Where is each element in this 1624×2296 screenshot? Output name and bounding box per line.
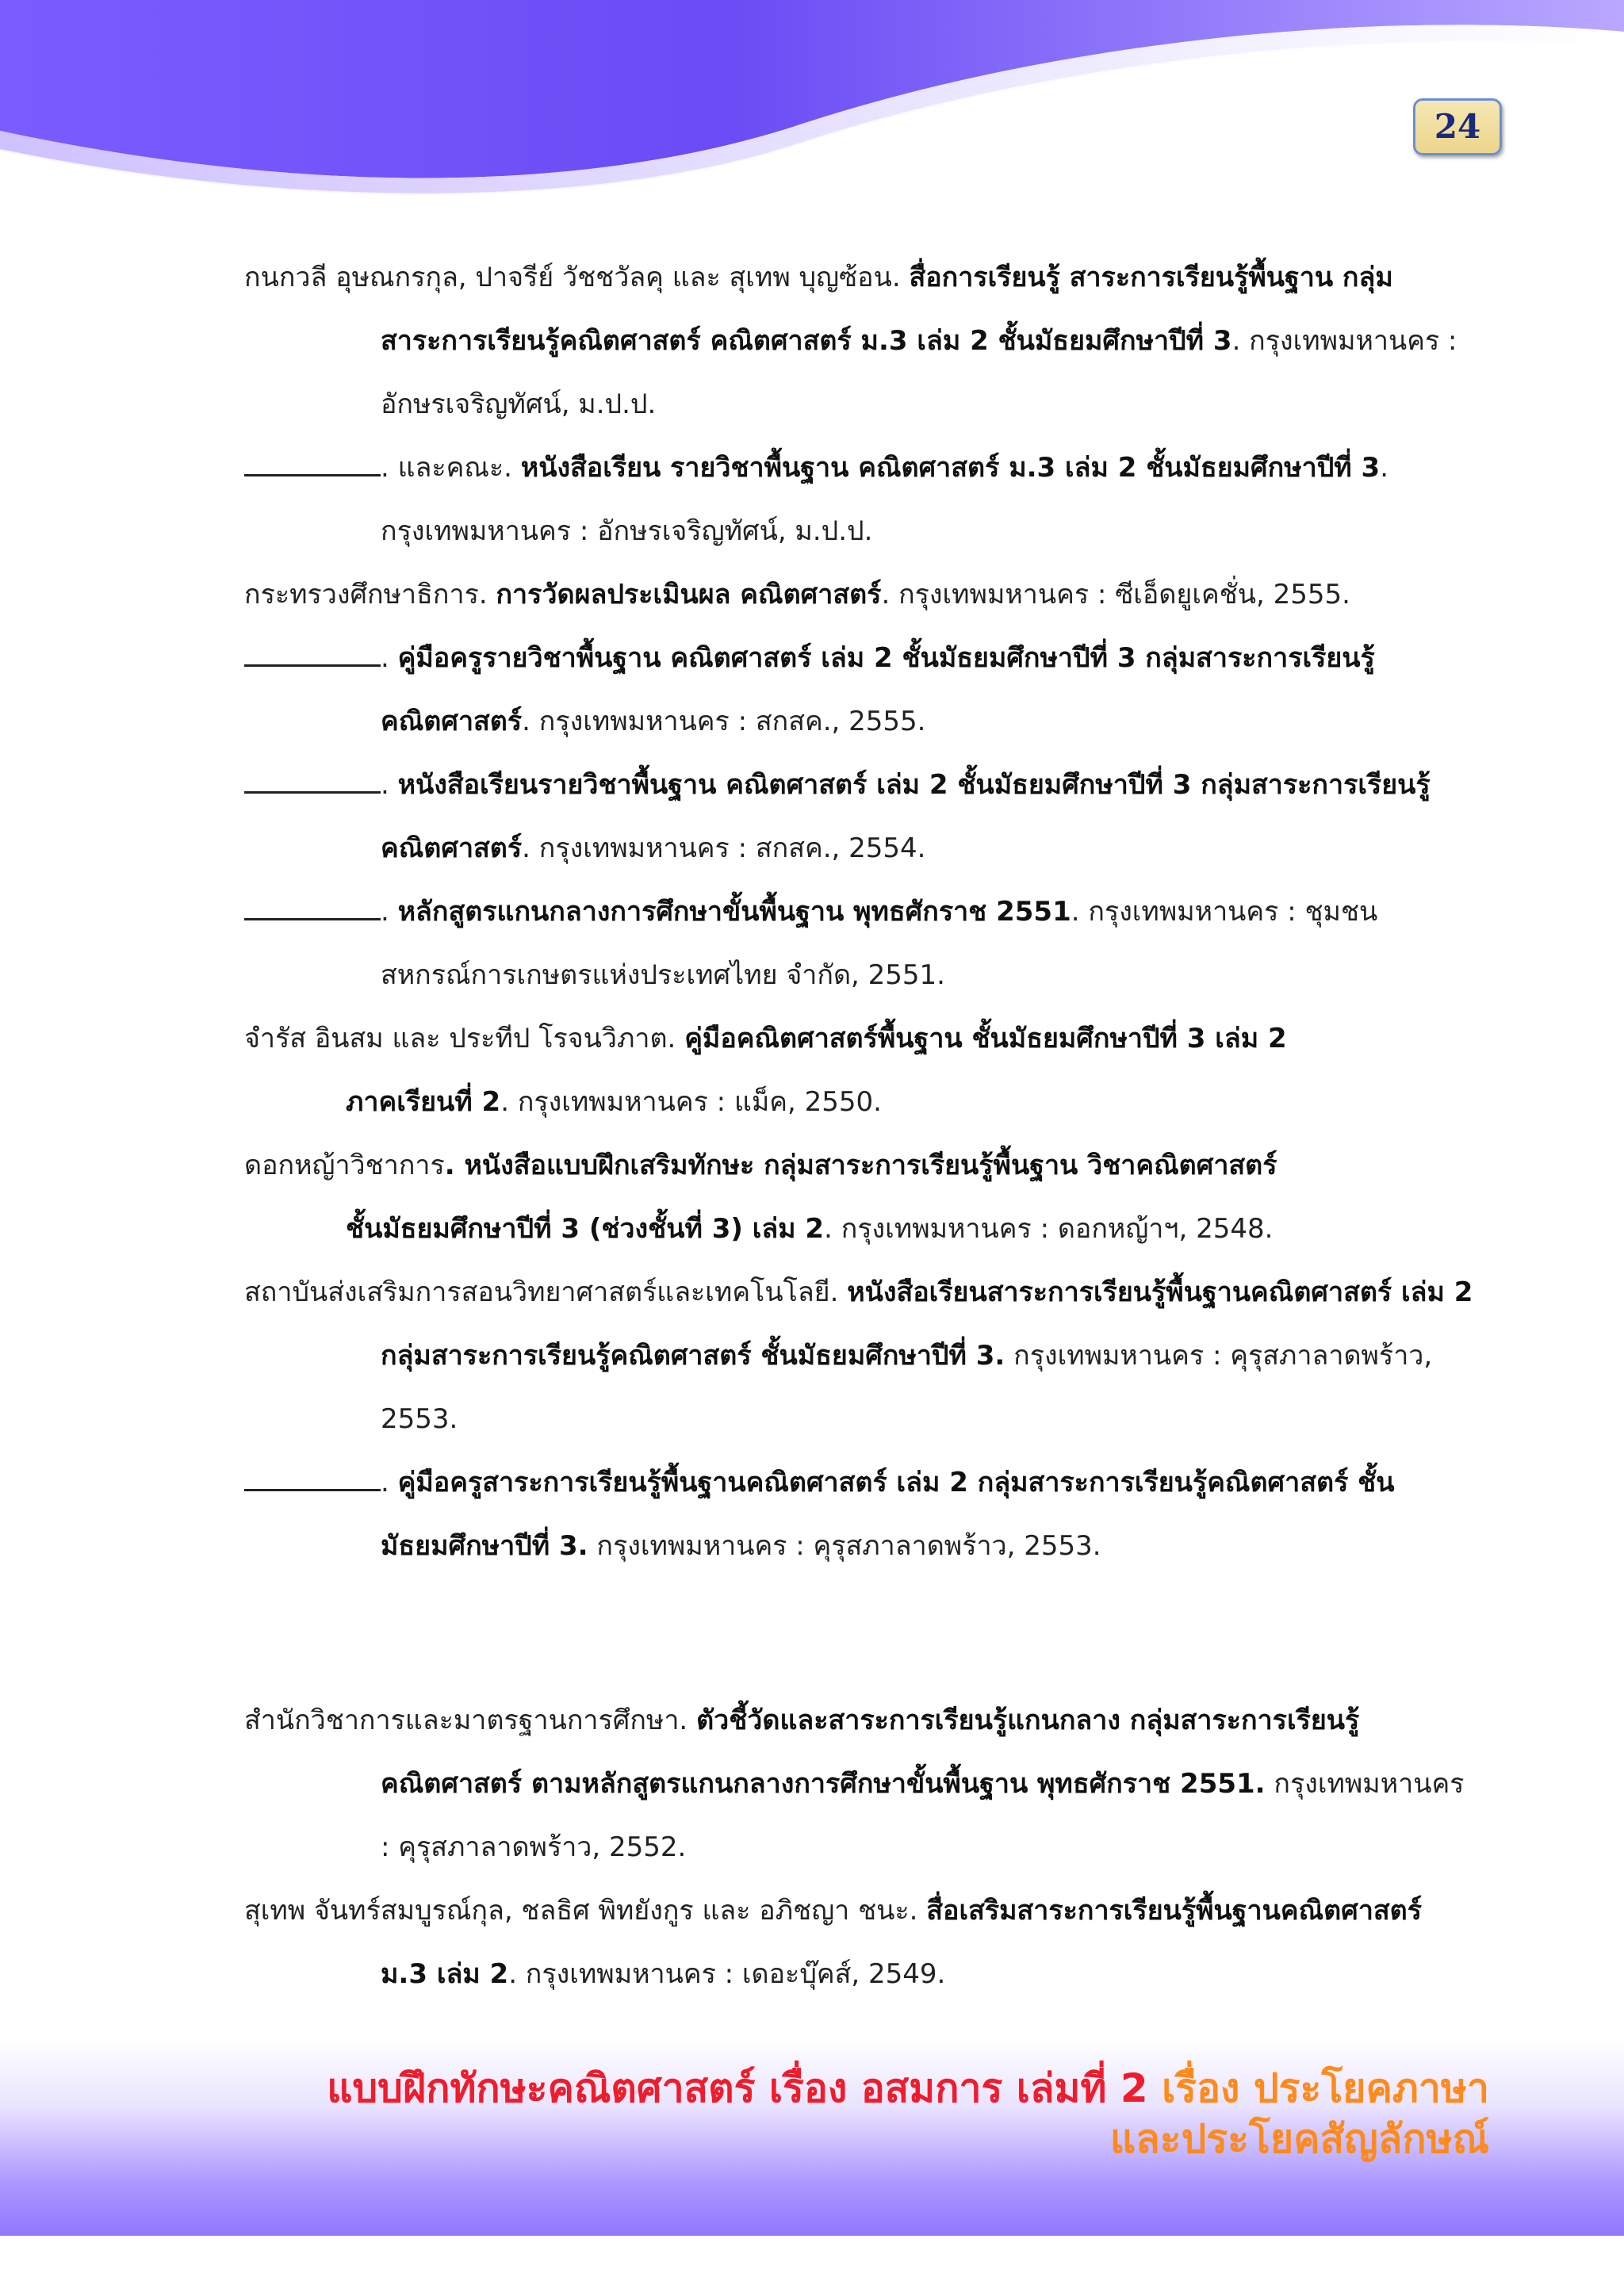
reference-line	[244, 563, 1481, 626]
reference-bold-text: หนังสือเรียนรายวิชาพื้นฐาน คณิตศาสตร์ เล่ม 2 ชั้นมัธยมศึกษาปีที่ 3 กลุ่มสาระการเรียนรู้	[397, 769, 1431, 801]
reference-line	[244, 1451, 1481, 1514]
reference-line	[244, 499, 1481, 563]
reference-bold-text: สื่อการเรียนรู้ สาระการเรียนรู้พื้นฐาน กลุ่ม	[909, 262, 1393, 293]
reference-normal-text: สุเทพ จันทร์สมบูรณ์กุล, ชลธิศ พิทยังกูร และ อภิชญา ชนะ.	[244, 1895, 927, 1927]
repeated-author-rule	[244, 450, 381, 476]
reference-bold-text: คู่มือครูรายวิชาพื้นฐาน คณิตศาสตร์ เล่ม 2 ชั้นมัธยมศึกษาปีที่ 3 กลุ่มสาระการเรียนรู้	[397, 642, 1375, 674]
reference-line	[244, 1752, 1481, 1816]
reference-normal-text: จำรัส อินสม และ ประทีป โรจนวิภาต.	[244, 1023, 685, 1054]
reference-bold-text: ชั้นมัธยมศึกษาปีที่ 3 (ช่วงชั้นที่ 3) เล่ม 2	[346, 1213, 825, 1245]
reference-entry	[244, 1261, 1481, 1451]
reference-normal-text: สำนักวิชาการและมาตรฐานการศึกษา.	[244, 1705, 697, 1736]
reference-tail-text: . กรุงเทพมหานคร : ซีเอ็ดยูเคชั่น, 2555.	[881, 579, 1350, 610]
reference-normal-text: .	[381, 642, 398, 674]
reference-entry	[244, 753, 1481, 880]
reference-line	[244, 1942, 1481, 2006]
reference-bold-text: . หนังสือแบบฝึกเสริมทักษะ กลุ่มสาระการเรียนรู้พื้นฐาน วิชาคณิตศาสตร์	[444, 1150, 1277, 1181]
reference-normal-text: 2553.	[381, 1403, 458, 1435]
reference-entry	[244, 880, 1481, 1007]
reference-bold-text: คณิตศาสตร์	[381, 706, 523, 737]
reference-line	[244, 1070, 1481, 1134]
footer-title	[327, 2063, 1489, 2164]
reference-line	[244, 1387, 1481, 1451]
reference-normal-text: อักษรเจริญทัศน์, ม.ป.ป.	[381, 388, 657, 420]
reference-normal-text: .	[381, 769, 398, 801]
reference-tail-text: . กรุงเทพมหานคร : ชุมชน	[1071, 896, 1378, 928]
reference-tail-text: .	[1380, 452, 1389, 484]
reference-line	[244, 943, 1481, 1007]
reference-normal-text: ดอกหญ้าวิชาการ	[244, 1150, 445, 1181]
reference-line	[244, 1514, 1481, 1578]
reference-tail-text: . กรุงเทพมหานคร : สกสค., 2555.	[522, 706, 926, 737]
reference-bold-text: หนังสือเรียนสาระการเรียนรู้พื้นฐานคณิตศาสตร์ เล่ม 2	[847, 1276, 1473, 1308]
reference-bold-text: คู่มือครูสาระการเรียนรู้พื้นฐานคณิตศาสตร์ เล่ม 2 กลุ่มสาระการเรียนรู้คณิตศาสตร์ ชั้น	[397, 1467, 1395, 1498]
reference-tail-text: กรุงเทพมหานคร : คุรุสภาลาดพร้าว,	[1005, 1340, 1433, 1372]
reference-bold-text: ม.3 เล่ม 2	[381, 1958, 509, 1990]
reference-bold-text: คณิตศาสตร์ ตามหลักสูตรแกนกลางการศึกษาขั้นพื้นฐาน พุทธศักราช 2551.	[381, 1768, 1266, 1800]
header-wave-banner	[0, 0, 1624, 222]
reference-tail-text: . กรุงเทพมหานคร : สกสค., 2554.	[522, 832, 926, 864]
reference-line	[244, 1879, 1481, 1942]
reference-tail-text: . กรุงเทพมหานคร : แม็ค, 2550.	[500, 1086, 882, 1118]
reference-bold-text: ตัวชี้วัดและสาระการเรียนรู้แกนกลาง กลุ่มสาระการเรียนรู้	[696, 1705, 1360, 1736]
reference-bold-text: การวัดผลประเมินผล คณิตศาสตร์	[496, 579, 882, 610]
reference-entry	[244, 563, 1481, 626]
footer-title-part-2: เรื่อง ประโยคภาษา	[1162, 2065, 1489, 2111]
reference-normal-text: กรุงเทพมหานคร : อักษรเจริญทัศน์, ม.ป.ป.	[381, 515, 873, 547]
reference-tail-text: . กรุงเทพมหานคร :	[1231, 325, 1457, 357]
page-number-badge	[1413, 98, 1502, 155]
reference-line	[244, 309, 1481, 373]
reference-entry	[244, 1879, 1481, 2006]
reference-bold-text: หลักสูตรแกนกลางการศึกษาขั้นพื้นฐาน พุทธศักราช 2551	[397, 896, 1071, 928]
reference-normal-text: .	[381, 1467, 398, 1498]
footer-title-line-2: และประโยคสัญลักษณ์	[1109, 2116, 1489, 2162]
reference-bold-text: กลุ่มสาระการเรียนรู้คณิตศาสตร์ ชั้นมัธยมศึกษาปีที่ 3.	[381, 1340, 1005, 1372]
reference-tail-text: กรุงเทพมหานคร	[1265, 1768, 1465, 1800]
reference-normal-text: สถาบันส่งเสริมการสอนวิทยาศาสตร์และเทคโนโลยี.	[244, 1276, 848, 1308]
reference-line	[244, 817, 1481, 880]
reference-tail-text: . กรุงเทพมหานคร : เดอะบุ๊คส์, 2549.	[508, 1958, 946, 1990]
reference-normal-text: สหกรณ์การเกษตรแห่งประเทศไทย จำกัด, 2551.	[381, 959, 945, 991]
reference-normal-text: . และคณะ.	[381, 452, 521, 484]
reference-normal-text: .	[381, 896, 398, 928]
reference-bold-text: สาระการเรียนรู้คณิตศาสตร์ คณิตศาสตร์ ม.3 เล่ม 2 ชั้นมัธยมศึกษาปีที่ 3	[381, 325, 1232, 357]
reference-tail-text: กรุงเทพมหานคร : คุรุสภาลาดพร้าว, 2553.	[588, 1530, 1101, 1562]
bibliography-list	[244, 246, 1481, 2006]
reference-line	[244, 1197, 1481, 1261]
page-number: 24	[1434, 107, 1481, 146]
reference-bold-text: สื่อเสริมสาระการเรียนรู้พื้นฐานคณิตศาสตร์	[926, 1895, 1422, 1927]
reference-normal-text: : คุรุสภาลาดพร้าว, 2552.	[381, 1831, 687, 1863]
repeated-author-rule	[244, 641, 381, 667]
reference-bold-text: ภาคเรียนที่ 2	[346, 1086, 501, 1118]
reference-line	[244, 880, 1481, 943]
reference-tail-text: . กรุงเทพมหานคร : ดอกหญ้าฯ, 2548.	[824, 1213, 1274, 1245]
reference-bold-text: คู่มือคณิตศาสตร์พื้นฐาน ชั้นมัธยมศึกษาปีที่ 3 เล่ม 2	[684, 1023, 1287, 1054]
footer-title-part-1: แบบฝึกทักษะคณิตศาสตร์ เรื่อง อสมการ เล่มที่ 2	[327, 2065, 1148, 2111]
reference-entry	[244, 626, 1481, 753]
reference-normal-text: กระทรวงศึกษาธิการ.	[244, 579, 496, 610]
reference-normal-text: กนกวลี อุษณกรกุล, ปาจรีย์ วัชชวัลคุ และ สุเทพ บุญซ้อน.	[244, 262, 910, 293]
reference-line	[244, 1007, 1481, 1070]
reference-entry	[244, 1134, 1481, 1261]
repeated-author-rule	[244, 894, 381, 920]
reference-bold-text: หนังสือเรียน รายวิชาพื้นฐาน คณิตศาสตร์ ม.3 เล่ม 2 ชั้นมัธยมศึกษาปีที่ 3	[520, 452, 1381, 484]
repeated-author-rule	[244, 1465, 381, 1491]
reference-entry	[244, 1451, 1481, 1578]
reference-line	[244, 753, 1481, 817]
reference-line	[244, 1324, 1481, 1387]
reference-line	[244, 1816, 1481, 1879]
reference-bold-text: มัธยมศึกษาปีที่ 3.	[381, 1530, 588, 1562]
reference-line	[244, 626, 1481, 690]
reference-line	[244, 436, 1481, 499]
reference-line	[244, 373, 1481, 436]
reference-line	[244, 246, 1481, 309]
reference-line	[244, 1261, 1481, 1324]
reference-line	[244, 1134, 1481, 1197]
section-gap	[244, 1578, 1481, 1689]
reference-entry	[244, 246, 1481, 436]
reference-entry	[244, 436, 1481, 563]
reference-entry	[244, 1689, 1481, 1879]
reference-line	[244, 690, 1481, 753]
repeated-author-rule	[244, 767, 381, 794]
footer-title-line-1	[327, 2063, 1489, 2114]
reference-bold-text: คณิตศาสตร์	[381, 832, 523, 864]
reference-entry	[244, 1007, 1481, 1134]
reference-line	[244, 1689, 1481, 1752]
